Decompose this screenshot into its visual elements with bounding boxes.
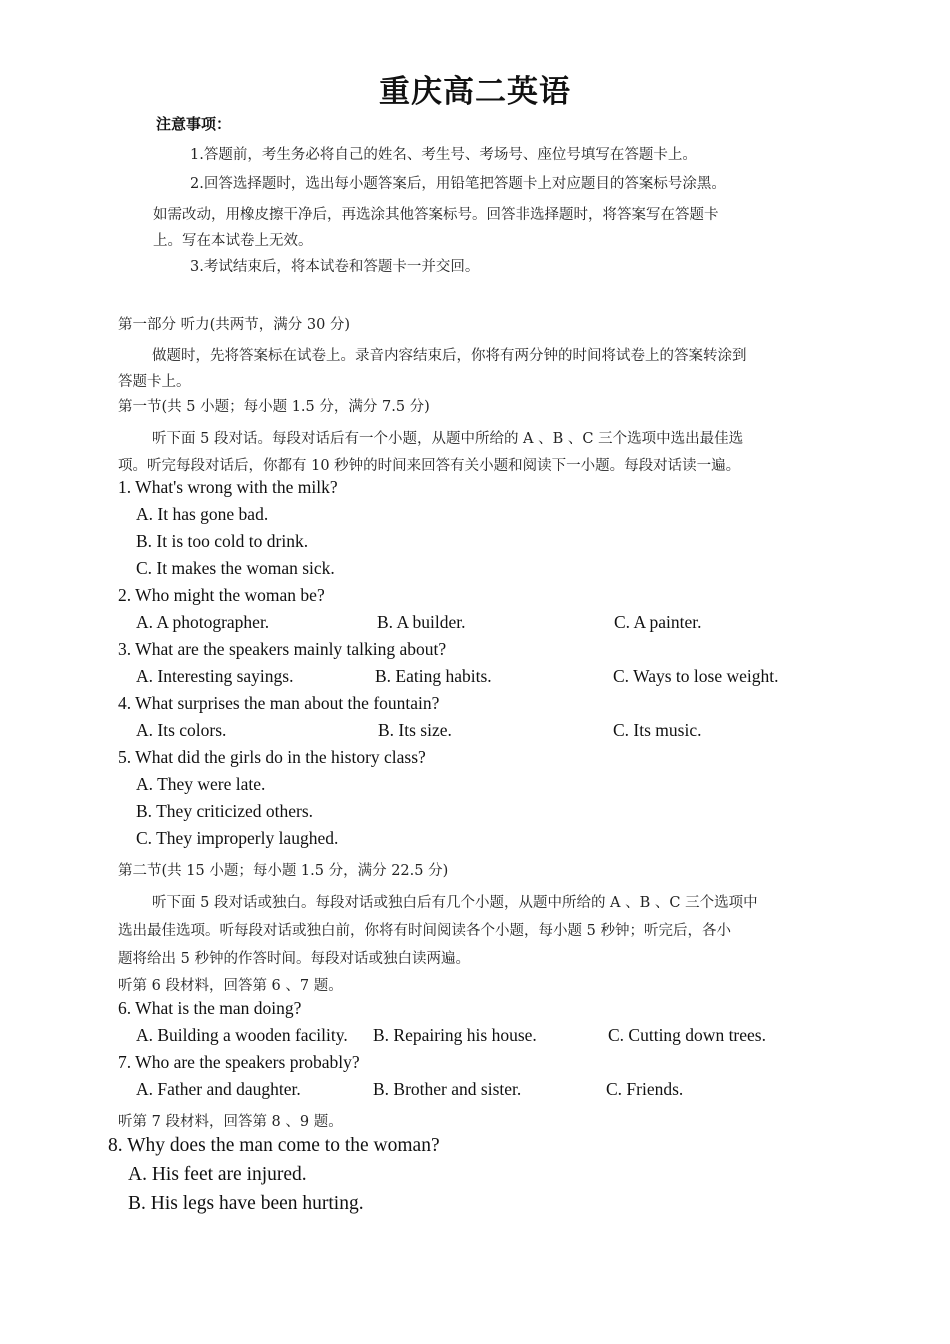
question-5-option-b: B. They criticized others. (136, 801, 314, 821)
section2-instruction: 听下面 5 段对话或独白。每段对话或独白后有几个小题，从题中所给的 A 、B 、C 三个选项中 (152, 895, 758, 911)
question-5-stem: 5. What did the girls do in the history class? (118, 747, 426, 767)
question-4-option-a: A. Its colors. (136, 720, 227, 740)
section2-instruction-cont: 选出最佳选项。听每段对话或独白前，你将有时间阅读各个小题，每小题 5 秒钟；听完后，各小 (118, 923, 731, 939)
question-3-option-c: C. Ways to lose weight. (613, 666, 779, 686)
material-7-note: 听第 7 段材料，回答第 8 、9 题。 (118, 1114, 343, 1130)
question-6-stem: 6. What is the man doing? (118, 998, 302, 1018)
question-7-option-b: B. Brother and sister. (373, 1079, 522, 1099)
question-2-option-a: A. A photographer. (136, 612, 270, 632)
question-7-option-a: A. Father and daughter. (136, 1079, 301, 1099)
notice-item-3: 3.考试结束后，将本试卷和答题卡一并交回。 (190, 259, 480, 275)
question-1-option-a: A. It has gone bad. (136, 504, 269, 524)
page-title: 重庆高二英语 (379, 74, 571, 110)
question-3-stem: 3. What are the speakers mainly talking about? (118, 639, 447, 659)
question-8-stem: 8. Why does the man come to the woman? (108, 1135, 440, 1156)
question-8-option-b: B. His legs have been hurting. (128, 1193, 364, 1214)
question-2-option-b: B. A builder. (377, 612, 466, 632)
question-7-option-c: C. Friends. (606, 1079, 684, 1099)
notice-heading: 注意事项： (156, 115, 232, 133)
question-4-option-b: B. Its size. (378, 720, 452, 740)
section1-heading: 第一节(共 5 小题；每小题 1.5 分，满分 7.5 分) (118, 399, 430, 415)
section2-heading: 第二节(共 15 小题；每小题 1.5 分，满分 22.5 分) (118, 863, 449, 879)
question-5-option-a: A. They were late. (136, 774, 266, 794)
question-5-option-c: C. They improperly laughed. (136, 828, 339, 848)
question-6-option-b: B. Repairing his house. (373, 1025, 537, 1045)
question-7-stem: 7. Who are the speakers probably? (118, 1052, 360, 1072)
question-1-stem: 1. What's wrong with the milk? (118, 477, 338, 497)
notice-item-2-cont: 如需改动，用橡皮擦干净后，再选涂其他答案标号。回答非选择题时，将答案写在答题卡 (153, 207, 719, 223)
notice-item-2: 2.回答选择题时，选出每小题答案后，用铅笔把答题卡上对应题目的答案标号涂黑。 (190, 176, 726, 192)
question-4-stem: 4. What surprises the man about the fountain? (118, 693, 440, 713)
material-6-note: 听第 6 段材料，回答第 6 、7 题。 (118, 978, 343, 994)
notice-item-1: 1.答题前，考生务必将自己的姓名、考生号、考场号、座位号填写在答题卡上。 (190, 147, 697, 163)
question-1-option-c: C. It makes the woman sick. (136, 558, 335, 578)
section1-instruction: 听下面 5 段对话。每段对话后有一个小题，从题中所给的 A 、B 、C 三个选项中选出最佳选 (152, 431, 744, 447)
question-6-option-a: A. Building a wooden facility. (136, 1025, 348, 1045)
question-2-stem: 2. Who might the woman be? (118, 585, 325, 605)
part1-instruction: 做题时，先将答案标在试卷上。录音内容结束后，你将有两分钟的时间将试卷上的答案转涂到 (152, 348, 747, 364)
question-6-option-c: C. Cutting down trees. (608, 1025, 766, 1045)
notice-item-2-end: 上。写在本试卷上无效。 (153, 233, 313, 249)
question-1-option-b: B. It is too cold to drink. (136, 531, 309, 551)
section2-instruction-end: 题将给出 5 秒钟的作答时间。每段对话或独白读两遍。 (118, 951, 470, 967)
question-2-option-c: C. A painter. (614, 612, 702, 632)
question-4-option-c: C. Its music. (613, 720, 702, 740)
part1-heading: 第一部分 听力(共两节，满分 30 分) (118, 317, 351, 333)
question-8-option-a: A. His feet are injured. (128, 1164, 307, 1185)
question-3-option-b: B. Eating habits. (375, 666, 492, 686)
part1-instruction-cont: 答题卡上。 (118, 374, 191, 390)
section1-instruction-cont: 项。听完每段对话后，你都有 10 秒钟的时间来回答有关小题和阅读下一小题。每段对话读一遍。 (118, 458, 741, 474)
question-3-option-a: A. Interesting sayings. (136, 666, 294, 686)
